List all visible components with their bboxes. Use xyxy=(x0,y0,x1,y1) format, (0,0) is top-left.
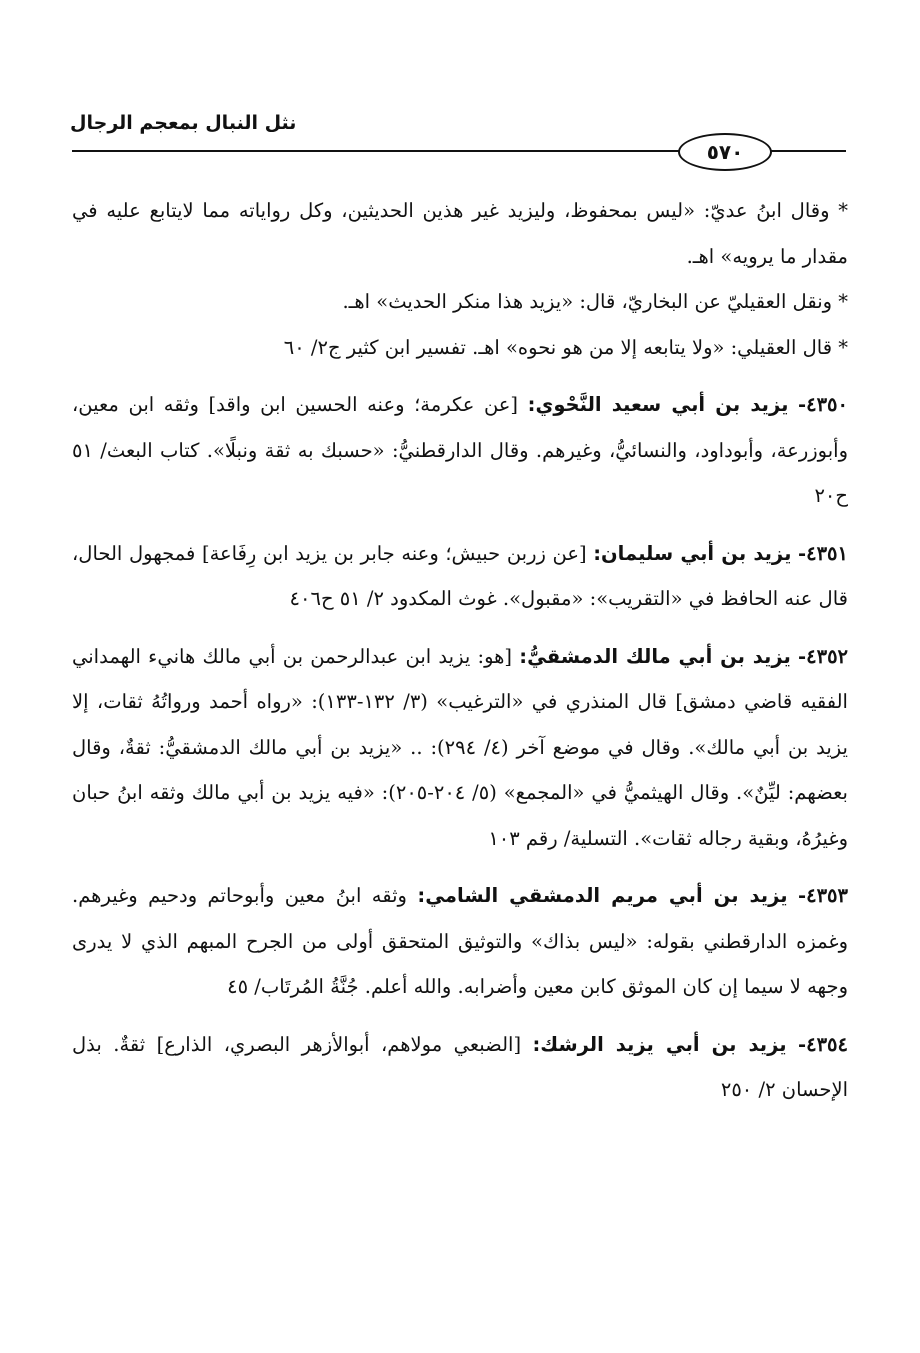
entry-4351 xyxy=(72,531,848,622)
entry-number: ٤٣٥٣- xyxy=(798,884,849,907)
running-header-title: نثل النبال بمعجم الرجال xyxy=(70,112,297,134)
note-uqayli-bukhari: * ونقل العقيليّ عن البخاريّ، قال: «يزيد هذا منكر الحديث» اهـ. xyxy=(342,290,848,313)
page-number: ٥٧٠ xyxy=(678,133,772,171)
entry-4353 xyxy=(72,873,848,1010)
entry-4350 xyxy=(72,382,848,519)
note-ibn-adi: * وقال ابنُ عديّ: «ليس بمحفوظ، وليزيد غير هذين الحديثين، وكل رواياته مما لايتابع عليه في مقدار ما يرويه» اهـ. xyxy=(72,199,848,268)
page-body xyxy=(72,188,848,1113)
entry-4354 xyxy=(72,1022,848,1113)
entry-number: ٤٣٥٠- xyxy=(798,393,849,416)
entry-4352 xyxy=(72,634,848,862)
entry-name: يزيد بن أبي سليمان: xyxy=(593,541,792,565)
entry-text: وثقه ابنُ معين وأبوحاتم ودحيم وغيرهم. وغمزه الدارقطني بقوله: «ليس بذاك» والتوثيق المتحقق أولى من الجرح المبهم الذي لا يدرى وجهه لا سيما إن كان الموثق كابن معين وأضرابه. والله أعلم. جُنَّةُ المُرتَاب/ ٤٥ xyxy=(72,884,848,998)
entry-text: [عن عكرمة؛ وعنه الحسين ابن واقد] وثقه ابن معين، وأبوزرعة، وأبوداود، والنسائيُّ، وغيرهم. وقال الدارقطنيُّ: «حسبك به ثقة ونبلًا». كتاب البعث/ ٥١ ح٢٠ xyxy=(72,393,848,507)
entry-text: [عن زربن حبيش؛ وعنه جابر بن يزيد ابن رِفَاعة] فمجهول الحال، قال عنه الحافظ في «التقريب»: «مقبول». غوث المكدود ٢/ ٥١ ح٤٠٦ xyxy=(72,541,848,610)
entry-name: يزيد بن أبي مريم الدمشقي الشامي: xyxy=(417,884,788,907)
entry-name: يزيد بن أبي سعيد النَّحْوي: xyxy=(527,393,789,416)
entry-number: ٤٣٥٢- xyxy=(798,644,849,668)
entry-text: [الضبعي مولاهم، أبوالأزهر البصري، الذارع] ثقةٌ. بذل الإحسان ٢/ ٢٥٠ xyxy=(72,1032,848,1101)
entry-text: [هو: يزيد ابن عبدالرحمن بن أبي مالك هانيء الهمداني الفقيه قاضي دمشق] قال المنذري في «الترغيب» (٣/ ١٣٢-١٣٣): «رواه أحمد ورواتُهُ ثقات، إلا يزيد بن أبي مالك». وقال في موضع آخر (٤/ ٢٩٤): .. «يزيد بن أبي مالك الدمشقيُّ: ثقةٌ، وقال بعضهم: ليِّنٌ». وقال الهيثميُّ في «المجمع» (٥/ ٢٠٤-٢٠٥): «فيه يزيد بن أبي مالك وثقه ابنُ حبان وغيرُهُ، وبقية رجاله ثقات». التسلية/ رقم ١٠٣ xyxy=(72,644,848,850)
entry-number: ٤٣٥٤- xyxy=(798,1032,848,1056)
entry-name: يزيد بن أبي يزيد الرشك: xyxy=(532,1032,787,1056)
note-uqayli: * قال العقيلي: «ولا يتابعه إلا من هو نحوه» اهـ. تفسير ابن كثير ج٢/ ٦٠ xyxy=(283,335,848,359)
entry-number: ٤٣٥١- xyxy=(798,541,848,565)
entry-name: يزيد بن أبي مالك الدمشقيُّ: xyxy=(519,644,791,668)
